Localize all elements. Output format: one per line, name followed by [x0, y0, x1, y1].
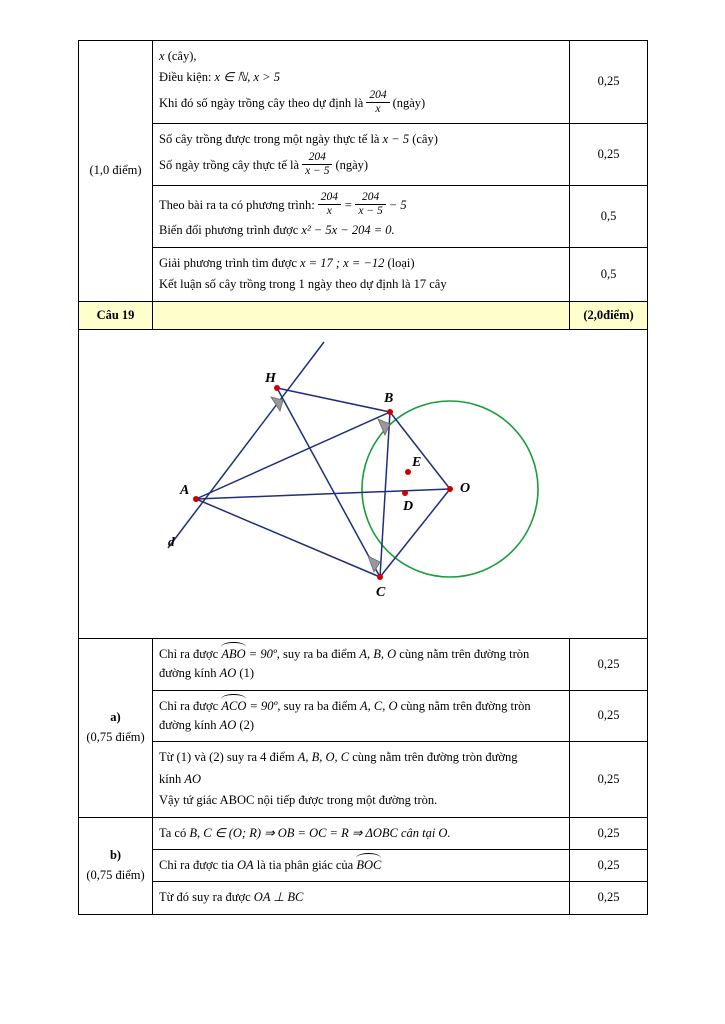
geometry-figure-cell: [79, 329, 648, 638]
score-value: 0,25: [597, 771, 620, 786]
line-text: Theo bài ra ta có phương trình:: [159, 198, 315, 213]
math-expr: B, C ∈ (O; R) ⇒ OB = OC = R ⇒ ΔOBC cân tại O.: [189, 825, 451, 840]
score-value: 0,25: [597, 890, 620, 905]
line-text: , suy ra ba điểm: [277, 698, 357, 713]
label-C: C: [376, 584, 386, 600]
score-cell: [570, 817, 648, 849]
row-body: [153, 690, 570, 742]
score-cell: [570, 186, 648, 248]
segment-AC: [196, 499, 380, 577]
question-header-spacer: [153, 301, 570, 329]
text-line: [159, 275, 563, 294]
fraction-numerator: 204: [369, 88, 387, 101]
table-row: [79, 41, 648, 124]
question-header-row: [79, 301, 648, 329]
line-d: [168, 342, 324, 548]
line-text: Giải phương trình tìm được: [159, 255, 297, 270]
math-points: A, B, O: [359, 646, 397, 661]
fraction-denominator: x − 5: [355, 204, 385, 218]
point-D: [402, 490, 408, 496]
figure-row: [79, 329, 648, 638]
angle-notation: ABO: [221, 645, 245, 664]
score-cell: [570, 124, 648, 186]
math-expr: OA ⊥ BC: [253, 890, 304, 905]
score-value: 0,25: [597, 857, 620, 872]
line-text: (ngày): [392, 95, 426, 110]
line-text: , suy ra ba điểm: [276, 646, 357, 661]
label-O: O: [460, 480, 471, 496]
line-text: Số cây trồng được trong một ngày thực tế là: [159, 132, 380, 147]
label-B: B: [384, 390, 394, 406]
math-expr: AO: [184, 771, 202, 786]
score-value: 0,5: [600, 208, 617, 223]
line-text: Từ (1) và (2) suy ra 4 điểm: [159, 750, 295, 765]
text-line: [159, 856, 563, 875]
line-text: (2): [239, 718, 254, 733]
part-b-points: (0,75 điểm): [86, 867, 145, 882]
point-B: [387, 409, 393, 415]
line-text: Ta có: [159, 825, 187, 840]
line-text: Biến đổi phương trình được: [159, 223, 299, 238]
table-row: [79, 817, 648, 849]
score-value: 0,5: [600, 266, 617, 281]
score-cell: [570, 638, 648, 690]
score-cell: [570, 742, 648, 817]
segment-AB: [196, 412, 390, 499]
line-text: Kết luận số cây trồng trong 1 ngày theo dự định là 17 cây: [159, 277, 447, 292]
segment-CO: [380, 489, 450, 577]
answer-table: [78, 40, 648, 915]
math-var: x: [159, 49, 165, 63]
row-label-text: (1,0 điểm): [89, 163, 142, 178]
figure-wrap: [85, 334, 641, 634]
math-points: A, B, O, C: [297, 750, 350, 765]
question-label-text: Câu 19: [96, 307, 135, 322]
score-value: 0,25: [597, 74, 620, 89]
line-text: (cây),: [167, 49, 197, 63]
math-expr: x − 5: [382, 132, 410, 147]
question-label: [79, 301, 153, 329]
line-text: là tia phân giác của: [256, 857, 354, 872]
line-text: cùng nằm trên đường tròn đường: [352, 750, 518, 765]
line-text: Chỉ ra được: [159, 646, 219, 661]
math-expr: OA: [236, 857, 254, 872]
angle-notation: BOC: [356, 856, 381, 875]
label-D: D: [403, 498, 414, 514]
text-line: [159, 645, 563, 684]
math-expr: = 90º: [249, 698, 278, 713]
text-line: [159, 888, 563, 907]
line-text: cùng nằm trên đường tròn đường kính: [159, 698, 531, 733]
score-cell: [570, 882, 648, 914]
point-C: [377, 574, 383, 580]
segment-HC: [277, 388, 380, 577]
math-expr: − 5: [388, 198, 407, 213]
part-b-label: [79, 817, 153, 914]
segment-AO: [196, 489, 450, 499]
part-a-points: (0,75 điểm): [86, 729, 145, 744]
line-text: Chỉ ra được: [159, 698, 219, 713]
score-cell: [570, 849, 648, 881]
point-A: [193, 496, 199, 502]
text-line: [159, 152, 563, 179]
line-text: Vậy tứ giác ABOC nội tiếp được trong một đường tròn.: [159, 793, 438, 808]
line-text: Chỉ ra được tia: [159, 857, 234, 872]
score-cell: [570, 690, 648, 742]
text-line: [159, 791, 563, 810]
text-line: [159, 254, 563, 273]
fraction-denominator: x: [366, 102, 389, 116]
score-value: 0,25: [597, 708, 620, 723]
text-line: [159, 192, 563, 219]
line-text: Từ đó suy ra được: [159, 890, 251, 905]
angle-notation: ACO: [221, 697, 246, 716]
math-expr: x ∈ ℕ, x > 5: [214, 70, 280, 85]
part-a-label: [79, 638, 153, 817]
score-cell: [570, 41, 648, 124]
fraction-denominator: x − 5: [302, 164, 332, 178]
math-expr: x² − 5x − 204 = 0.: [301, 223, 395, 238]
label-E: E: [412, 454, 422, 470]
text-line: [159, 221, 563, 240]
label-d: d: [168, 533, 175, 549]
label-H: H: [265, 370, 276, 386]
line-text: Khi đó số ngày trồng cây theo dự định là: [159, 95, 364, 110]
row-body: [153, 817, 570, 849]
part-b-letter: b): [109, 848, 122, 863]
table-row: [79, 742, 648, 817]
fraction-numerator: 204: [320, 191, 338, 203]
part-a-letter: a): [110, 710, 121, 725]
fraction-numerator: 204: [308, 150, 326, 163]
table-row: [79, 690, 648, 742]
row-group-label: [79, 41, 153, 302]
table-row: [79, 124, 648, 186]
table-row: [79, 638, 648, 690]
point-E: [405, 469, 411, 475]
geometry-figure: [128, 334, 598, 632]
score-value: 0,25: [597, 146, 620, 161]
equals-sign: =: [343, 198, 353, 213]
math-points: A, C, O: [360, 698, 398, 713]
line-text: (loại): [387, 255, 415, 270]
text-line: [159, 130, 563, 149]
line-text: kính: [159, 771, 182, 786]
segment-HB: [277, 388, 390, 412]
score-value: 0,25: [597, 656, 620, 671]
table-row: [79, 849, 648, 881]
row-body: [153, 247, 570, 301]
score-value: 0,25: [597, 825, 620, 840]
math-expr: AO: [219, 718, 237, 733]
text-line: [159, 697, 563, 736]
text-line: [159, 68, 563, 87]
line-text: Số ngày trồng cây thực tế là: [159, 157, 300, 172]
table-row: [79, 247, 648, 301]
fraction: [318, 191, 341, 218]
math-expr: AO: [219, 666, 237, 681]
line-text: Điều kiện:: [159, 70, 212, 85]
fraction: [366, 89, 389, 116]
math-expr: x = 17 ; x = −12: [300, 255, 385, 270]
text-line: [159, 824, 563, 843]
text-line: [159, 770, 563, 789]
text-line: [159, 90, 563, 117]
point-O: [447, 486, 453, 492]
text-line: [159, 748, 563, 767]
row-body: [153, 124, 570, 186]
score-cell: [570, 247, 648, 301]
fraction-numerator: 204: [361, 191, 380, 203]
fraction: [355, 191, 385, 218]
line-text: (cây): [412, 132, 438, 147]
fraction: [302, 151, 332, 178]
line-text: cùng nằm trên đường tròn đường kính: [159, 646, 530, 681]
math-expr: = 90º: [248, 646, 277, 661]
row-body: [153, 882, 570, 914]
segment-BO: [390, 412, 450, 489]
question-score-text: (2,0điểm): [583, 307, 634, 322]
row-body: [153, 186, 570, 248]
text-line: [159, 47, 563, 66]
table-row: [79, 882, 648, 914]
table-row: [79, 186, 648, 248]
row-body: [153, 41, 570, 124]
line-text: (1): [239, 666, 254, 681]
row-body: [153, 638, 570, 690]
row-body: [153, 849, 570, 881]
label-A: A: [180, 482, 190, 498]
right-angle-mark-C: [368, 556, 380, 572]
row-body: [153, 742, 570, 817]
question-score: [570, 301, 648, 329]
fraction-denominator: x: [318, 204, 341, 218]
line-text: (ngày): [335, 157, 369, 172]
